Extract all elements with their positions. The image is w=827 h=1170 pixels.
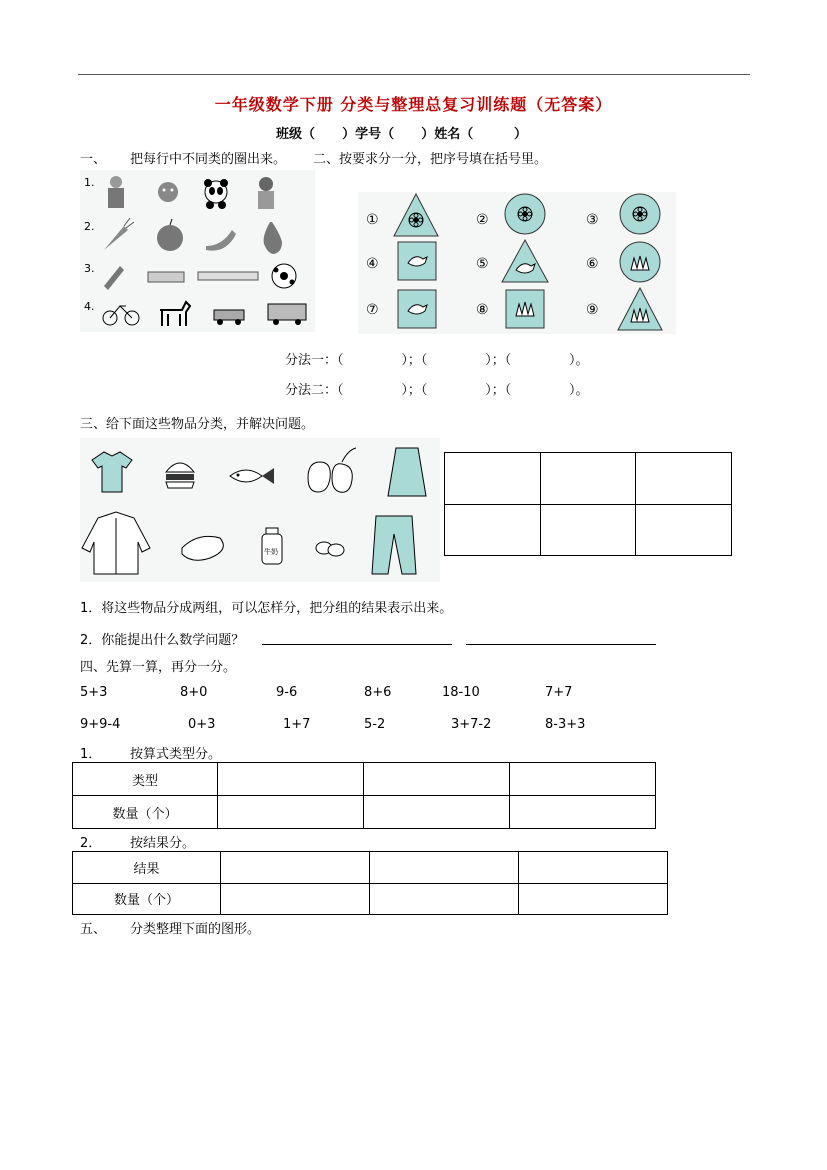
row1-pictures [102,174,312,212]
shape-number: ⑧ [476,302,489,318]
row-number: 1. [84,176,95,189]
triangle-grass-icon [618,288,662,330]
panda-icon [204,179,228,209]
eggs-icon [316,542,344,556]
expression: 8-3+3 [545,717,586,732]
skirt-icon [388,448,426,496]
row-number: 2. [84,220,95,233]
shape-number: ⑤ [476,256,489,272]
triangle-flower-icon [394,194,438,236]
expression: 9-6 [276,685,298,700]
banana-icon [206,230,236,251]
jacket-icon [82,512,150,574]
q4-sub2-number: 2． [80,836,102,851]
table-cell[interactable] [221,852,370,884]
circle-flower-icon [620,194,660,234]
table-cell[interactable] [218,796,364,829]
header-rule [78,74,750,75]
table-cell[interactable] [510,796,656,829]
table-cell[interactable] [540,504,636,556]
soccer-ball-icon [272,264,296,288]
student-info-line: 班级（ ）学号（ ）姓名（ ） [276,127,528,142]
ruler-icon [198,272,258,280]
car-icon [214,310,244,325]
shape-number: ⑨ [586,302,599,318]
bicycle-icon [103,306,139,325]
expression: 9+9-4 [80,717,121,732]
result-table [72,851,668,915]
table-cell[interactable] [218,763,364,796]
square-bird-icon [398,290,436,328]
q3-sub1: 1．将这些物品分成两组，可以怎样分，把分组的结果表示出来。 [80,601,453,616]
q3-items [80,438,440,582]
method-one-line: 分法一：（ ）；（ ）；（ ）。 [285,353,589,368]
table-cell[interactable] [636,504,732,556]
result-header-cell: 结果 [73,852,221,884]
q2-figure [358,192,676,334]
q3-text: 三、给下面这些物品分类，并解决问题。 [80,417,315,432]
shape-number: ⑦ [366,302,379,318]
square-grass-icon [506,290,544,328]
type-table [72,762,656,829]
table-cell[interactable] [510,763,656,796]
table-cell[interactable] [221,883,370,915]
expression: 1+7 [283,717,311,732]
circle-flower-icon [505,194,545,234]
tied-snack-icon [182,536,223,560]
expression: 18-10 [442,685,480,700]
expression: 7+7 [545,685,573,700]
expression: 5-2 [364,717,386,732]
q4-sub1-text: 按算式类型分。 [130,747,222,762]
q3-figure [80,438,440,582]
pear-icon [264,222,282,254]
count-label-cell: 数量（个） [73,883,221,915]
fish-icon [230,468,274,484]
q3-grouping-table [444,452,732,556]
table-cell[interactable] [370,883,519,915]
shape-number: ③ [586,212,599,228]
shape-number: ④ [366,256,379,272]
expression: 8+6 [364,685,392,700]
q1-text: 把每行中不同类的圈出来。 [130,152,287,167]
q4-text: 四、先算一算，再分一分。 [80,660,237,675]
milk-label: 牛奶 [264,548,278,556]
eraser-icon [148,272,184,282]
mittens-icon [308,448,356,492]
milk-bottle-icon [262,528,282,564]
shape-number: ⑥ [586,256,599,272]
q2-shapes [358,192,676,334]
table-cell[interactable] [370,852,519,884]
q4-sub2-text: 按结果分。 [130,836,196,851]
table-cell[interactable] [519,852,668,884]
shape-number: ② [476,212,489,228]
expression: 5+3 [80,685,108,700]
t-shirt-icon [92,452,132,492]
table-cell[interactable] [364,763,510,796]
table-cell[interactable] [364,796,510,829]
q3-sub2: 2．你能提出什么数学问题？ [80,633,245,648]
page-title: 一年级数学下册 分类与整理总复习训练题（无答案） [214,95,613,114]
man-icon [108,176,124,208]
triangle-bird-icon [502,240,548,282]
q1-figure [80,170,315,332]
row3-pictures [102,260,312,294]
horse-icon [160,302,190,326]
bus-icon [268,304,306,325]
expression: 3+7-2 [451,717,492,732]
type-header-cell: 类型 [73,763,218,796]
row2-pictures [102,216,312,256]
pencil-icon [104,266,124,290]
apple-icon [157,219,183,251]
table-cell[interactable] [445,504,541,556]
method-two-line: 分法二：（ ）；（ ）；（ ）。 [285,383,589,398]
square-bird-icon [398,242,436,280]
count-label-cell: 数量（个） [73,796,218,829]
q4-sub1-number: 1． [80,747,102,762]
row-number: 4. [84,300,95,313]
table-cell[interactable] [519,883,668,915]
circle-grass-icon [620,242,660,282]
pants-icon [372,516,416,574]
hamburger-icon [166,463,194,488]
expression: 8+0 [180,685,208,700]
boy-face-icon [158,182,178,202]
shape-number: ① [366,212,379,228]
carrot-icon [104,218,134,250]
table-cell[interactable] [445,453,541,505]
girl-icon [258,177,274,209]
q1-number: 一、 [80,152,107,167]
q5-number: 五、 [80,922,107,937]
table-cell[interactable] [540,453,636,505]
answer-line[interactable] [466,644,656,645]
q5-text: 分类整理下面的图形。 [130,922,261,937]
q2-text: 二、按要求分一分，把序号填在括号里。 [313,152,548,167]
expression: 0+3 [188,717,216,732]
row-number: 3. [84,262,95,275]
table-cell[interactable] [636,453,732,505]
row4-pictures [102,296,312,330]
answer-line[interactable] [262,644,452,645]
